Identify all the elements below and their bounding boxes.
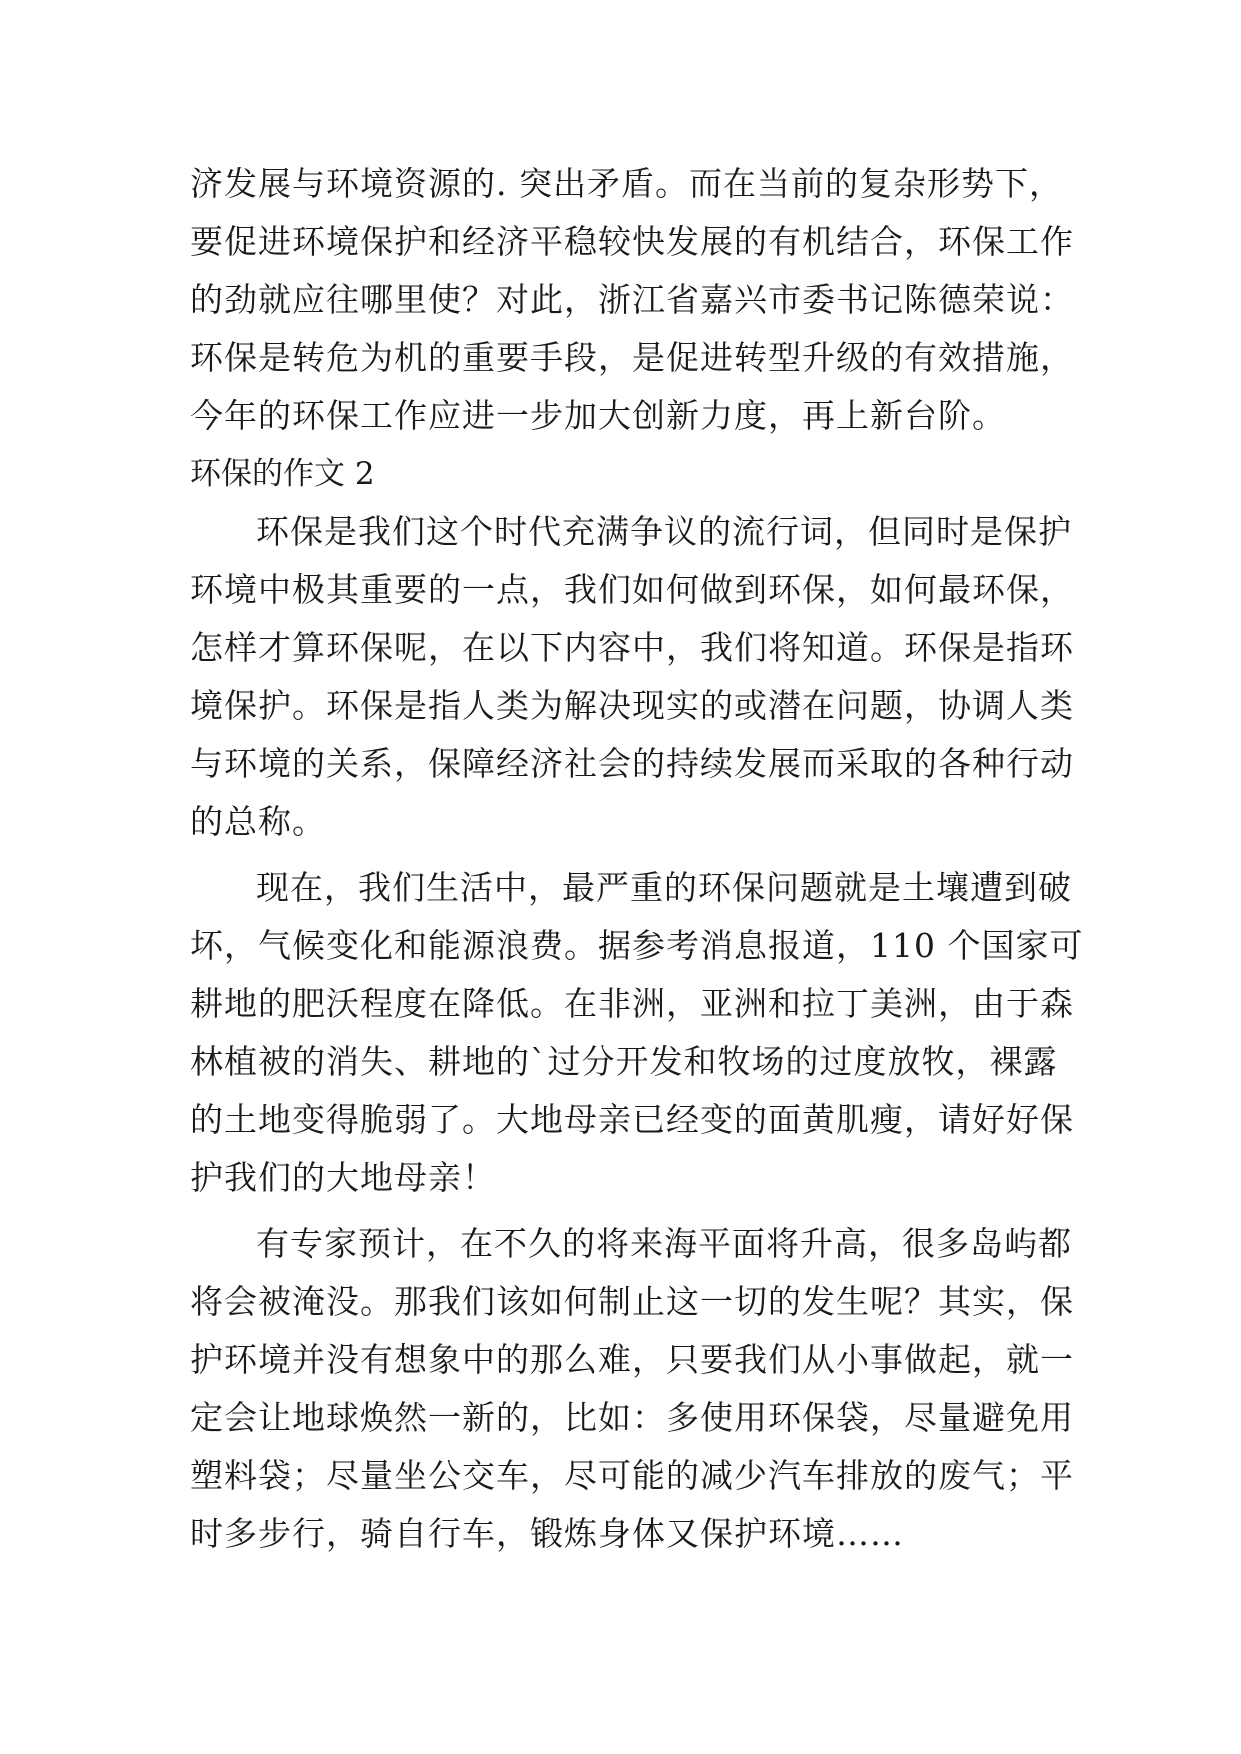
document-page (190, 155, 1084, 1563)
text-line: 今年的环保工作应进一步加大创新力度，再上新台阶。 (190, 396, 1006, 435)
text-line: 定会让地球焕然一新的，比如：多使用环保袋，尽量避免用 (190, 1398, 1074, 1437)
text-line: 与环境的关系，保障经济社会的持续发展而采取的各种行动 (190, 744, 1074, 783)
text-line: 将会被淹没。那我们该如何制止这一切的发生呢？其实，保 (190, 1282, 1074, 1321)
text-line: 时多步行，骑自行车，锻炼身体又保护环境…… (190, 1514, 904, 1553)
section-title: 环保的作文 2 (190, 456, 375, 492)
text-line: 要促进环境保护和经济平稳较快发展的有机结合，环保工作 (190, 222, 1074, 261)
text-line: 的劲就应往哪里使？对此，浙江省嘉兴市委书记陈德荣说： (190, 280, 1074, 319)
paragraph-1 (190, 503, 1074, 851)
paragraph-3 (190, 1215, 1074, 1563)
text-line: 的土地变得脆弱了。大地母亲已经变的面黄肌瘦，请好好保 (190, 1100, 1074, 1139)
text-line: 的总称。 (190, 802, 326, 841)
text-line: 怎样才算环保呢，在以下内容中，我们将知道。环保是指环 (190, 628, 1074, 667)
paragraph-spacer (190, 851, 1050, 859)
text-line: 有专家预计，在不久的将来海平面将升高，很多岛屿都 (256, 1224, 1072, 1263)
text-line: 济发展与环境资源的. 突出矛盾。而在当前的复杂形势下， (190, 164, 1063, 203)
text-line: 塑料袋；尽量坐公交车，尽可能的减少汽车排放的废气；平 (190, 1456, 1074, 1495)
text-line: 护环境并没有想象中的那么难，只要我们从小事做起，就一 (190, 1340, 1074, 1379)
paragraph-spacer (190, 1207, 1050, 1215)
text-line: 现在，我们生活中，最严重的环保问题就是土壤遭到破 (256, 868, 1072, 907)
paragraph-2 (190, 859, 1084, 1207)
text-line: 环保是转危为机的重要手段，是促进转型升级的有效措施， (190, 338, 1074, 377)
text-line: 林植被的消失、耕地的`过分开发和牧场的过度放牧，裸露 (190, 1042, 1058, 1081)
text-line: 坏，气候变化和能源浪费。据参考消息报道，110 个国家可 (190, 926, 1084, 965)
text-line: 境保护。环保是指人类为解决现实的或潜在问题，协调人类 (190, 686, 1074, 725)
text-line: 耕地的肥沃程度在降低。在非洲，亚洲和拉丁美洲，由于森 (190, 984, 1074, 1023)
text-line: 护我们的大地母亲！ (190, 1158, 496, 1197)
text-line: 环保是我们这个时代充满争议的流行词，但同时是保护 (256, 512, 1072, 551)
continuation-paragraph (190, 155, 1074, 445)
text-line: 环境中极其重要的一点，我们如何做到环保，如何最环保， (190, 570, 1074, 609)
